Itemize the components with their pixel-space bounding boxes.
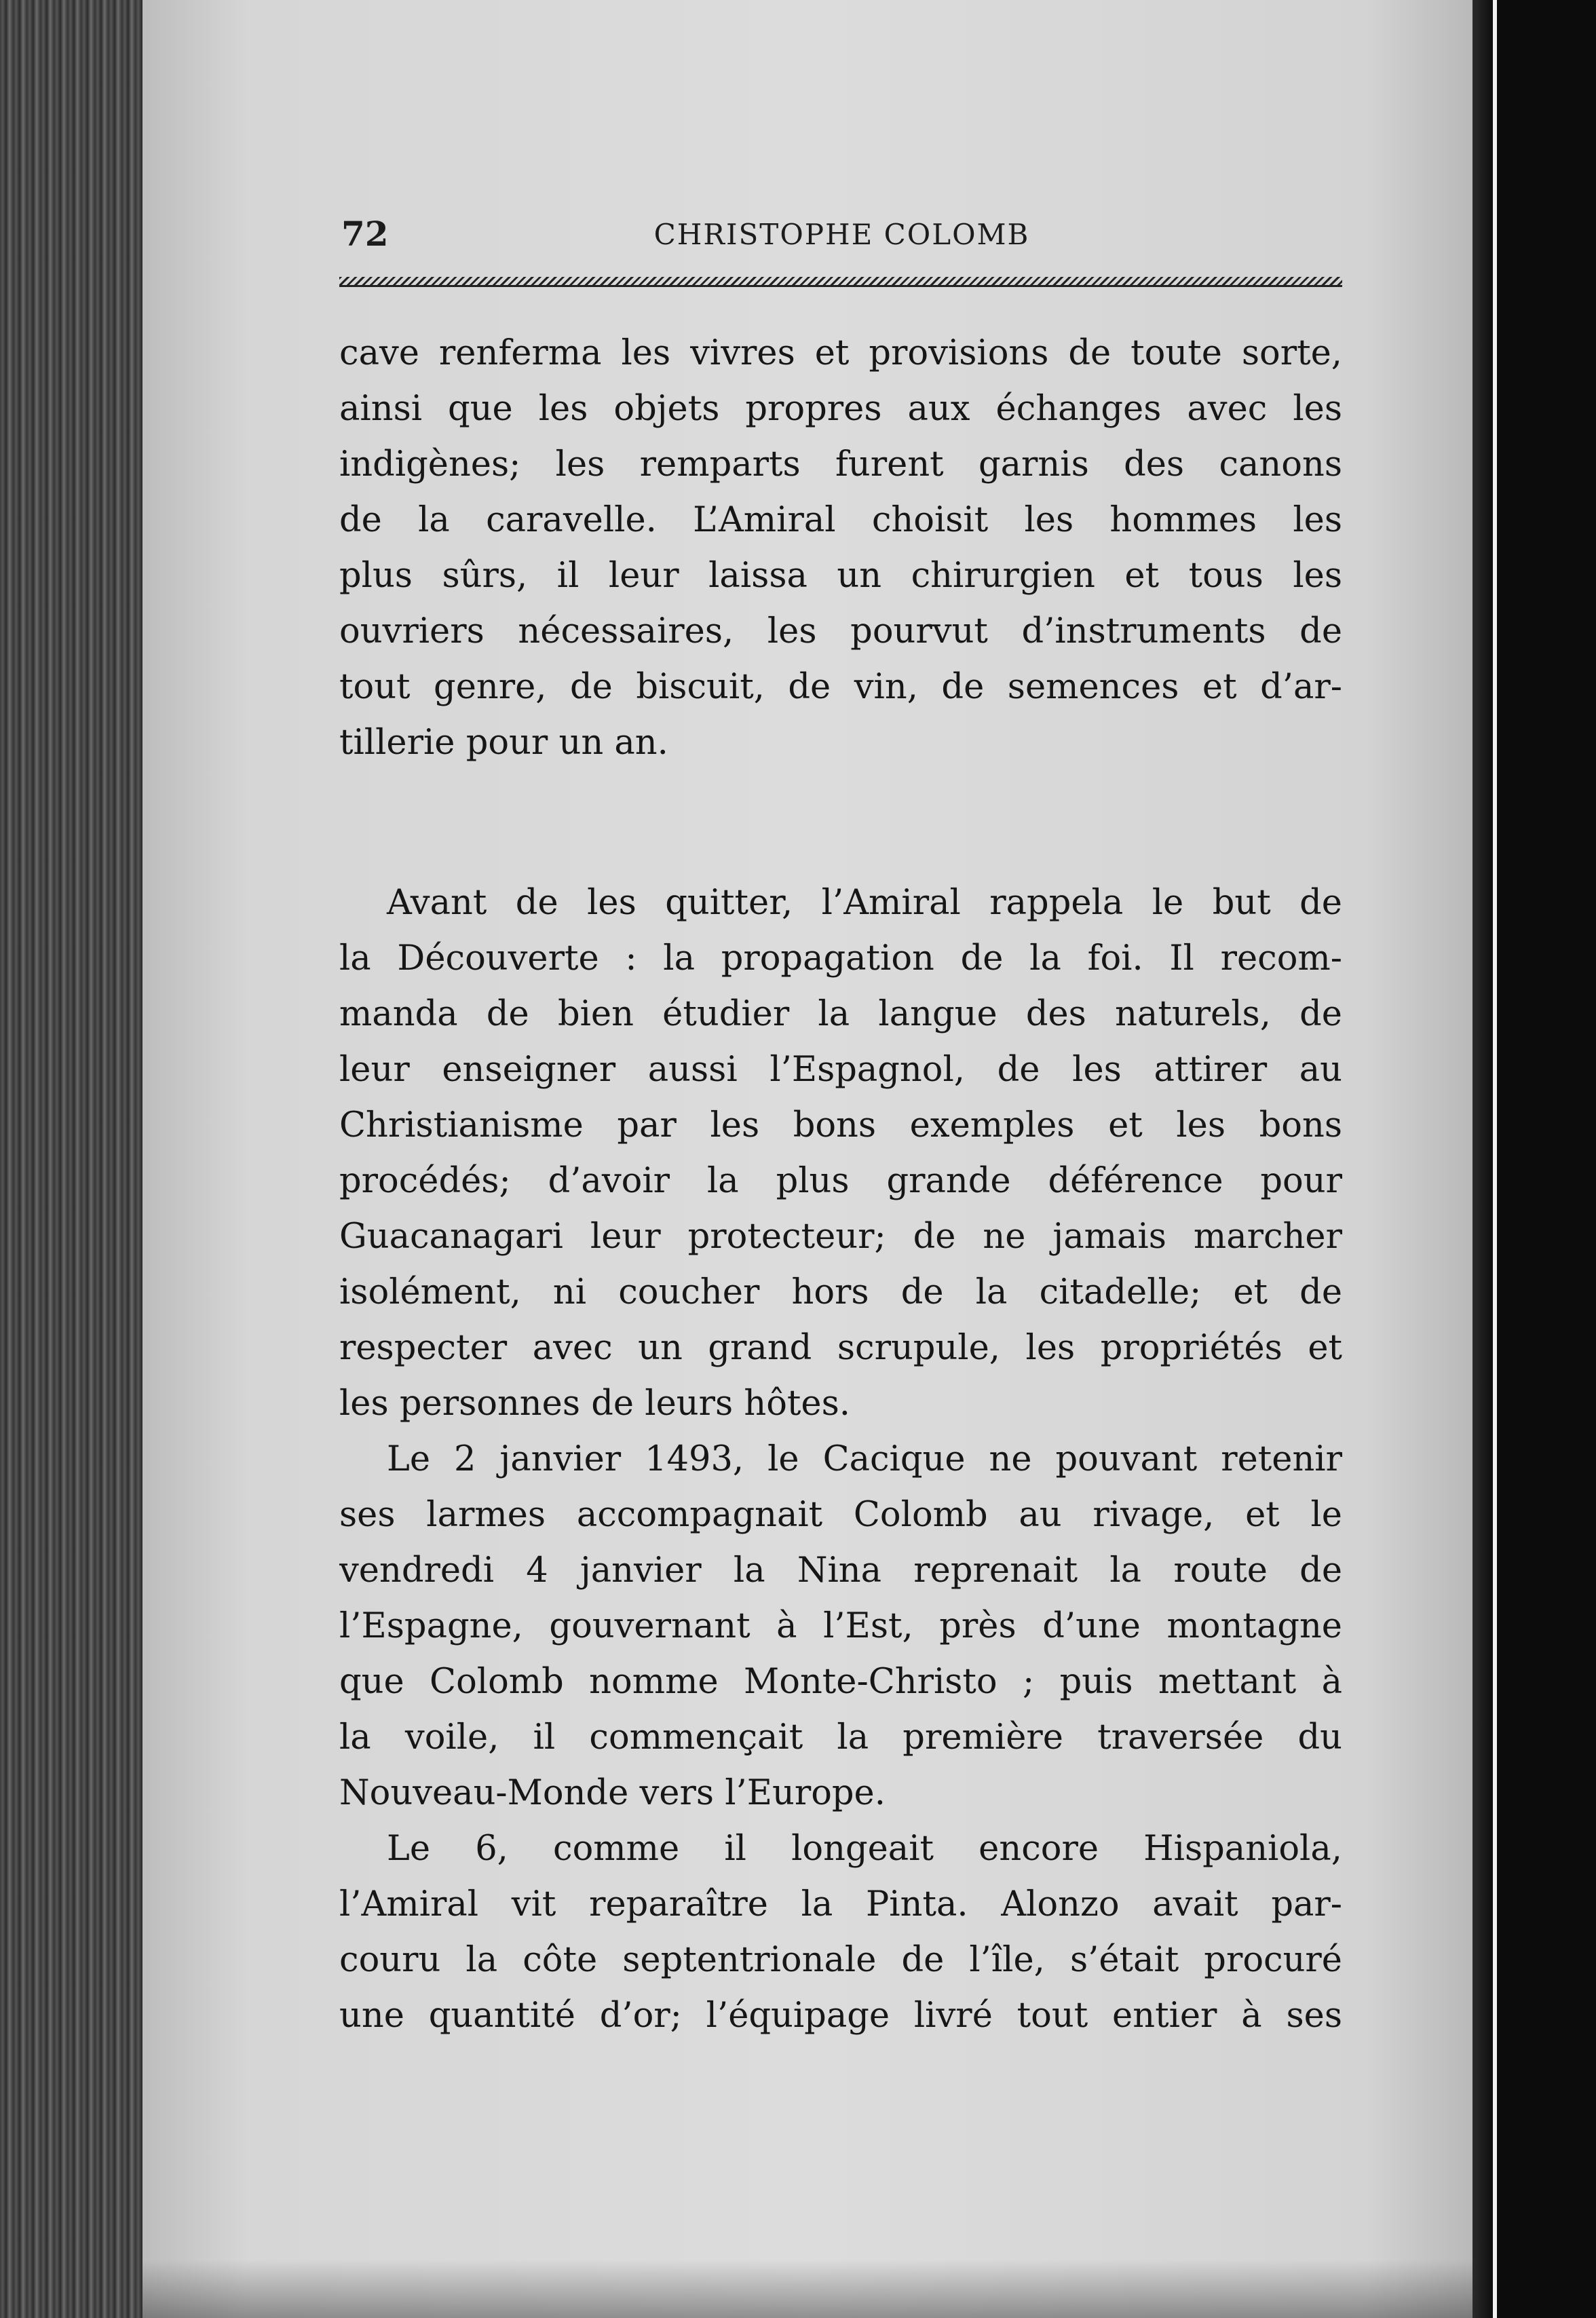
text-line: procédés; d’avoir la plus grande déférence pour — [339, 1161, 1342, 1201]
text-line: l’Espagne, gouvernant à l’Est, près d’une montagne — [339, 1606, 1342, 1646]
text-line: vendredi 4 janvier la Nina reprenait la route de — [339, 1551, 1342, 1591]
book-gutter — [0, 0, 142, 2318]
text-line: ouvriers nécessaires, les pourvut d’instruments de — [339, 611, 1342, 651]
text-line: cave renferma les vivres et provisions de toute sorte, — [339, 333, 1342, 373]
text-line: de la caravelle. L’Amiral choisit les hommes les — [339, 500, 1342, 540]
text-line: manda de bien étudier la langue des naturels, de — [339, 994, 1342, 1034]
page-header — [341, 214, 1342, 268]
text-line: une quantité d’or; l’équipage livré tout entier à ses — [339, 1996, 1342, 2036]
text-line: l’Amiral vit reparaître la Pinta. Alonzo avait par- — [339, 1884, 1342, 1924]
text-line: Le 2 janvier 1493, le Cacique ne pouvant retenir — [387, 1439, 1342, 1479]
text-line: les personnes de leurs hôtes. — [339, 1384, 850, 1424]
page-number: 72 — [341, 214, 389, 254]
text-line: que Colomb nomme Monte-Christo ; puis mettant à — [339, 1662, 1342, 1702]
text-line: indigènes; les remparts furent garnis des canons — [339, 444, 1342, 484]
text-line: Christianisme par les bons exemples et les bons — [339, 1105, 1342, 1145]
text-line: Avant de les quitter, l’Amiral rappela le but de — [387, 883, 1342, 923]
header-rule — [339, 277, 1342, 287]
text-line: tillerie pour un an. — [339, 723, 668, 763]
text-line: Le 6, comme il longeait encore Hispaniola, — [387, 1829, 1342, 1869]
text-line: couru la côte septentrionale de l’île, s’était procuré — [339, 1940, 1342, 1980]
text-line: leur enseigner aussi l’Espagnol, de les attirer au — [339, 1050, 1342, 1090]
text-line: isolément, ni coucher hors de la citadelle; et de — [339, 1272, 1342, 1312]
page-bottom-shadow — [142, 2260, 1472, 2318]
text-line: Guacanagari leur protecteur; de ne jamais marcher — [339, 1217, 1342, 1257]
adjacent-page — [1493, 0, 1596, 2318]
text-line: plus sûrs, il leur laissa un chirurgien et tous les — [339, 556, 1342, 596]
running-head: CHRISTOPHE COLOMB — [653, 218, 1030, 251]
paragraph-continued — [339, 326, 1342, 771]
text-line: tout genre, de biscuit, de vin, de semences et d’ar- — [339, 667, 1342, 707]
text-line: la voile, il commençait la première traversée du — [339, 1717, 1342, 1758]
page-edge-shadow — [1472, 0, 1493, 2318]
paragraph-departure — [339, 875, 1342, 2044]
text-line: la Découverte : la propagation de la foi. Il recom- — [339, 938, 1342, 978]
text-line: ainsi que les objets propres aux échanges avec les — [339, 389, 1342, 429]
text-line: ses larmes accompagnait Colomb au rivage, et le — [339, 1495, 1342, 1535]
text-line: Nouveau-Monde vers l’Europe. — [339, 1773, 886, 1813]
text-line: respecter avec un grand scrupule, les propriétés et — [339, 1328, 1342, 1368]
